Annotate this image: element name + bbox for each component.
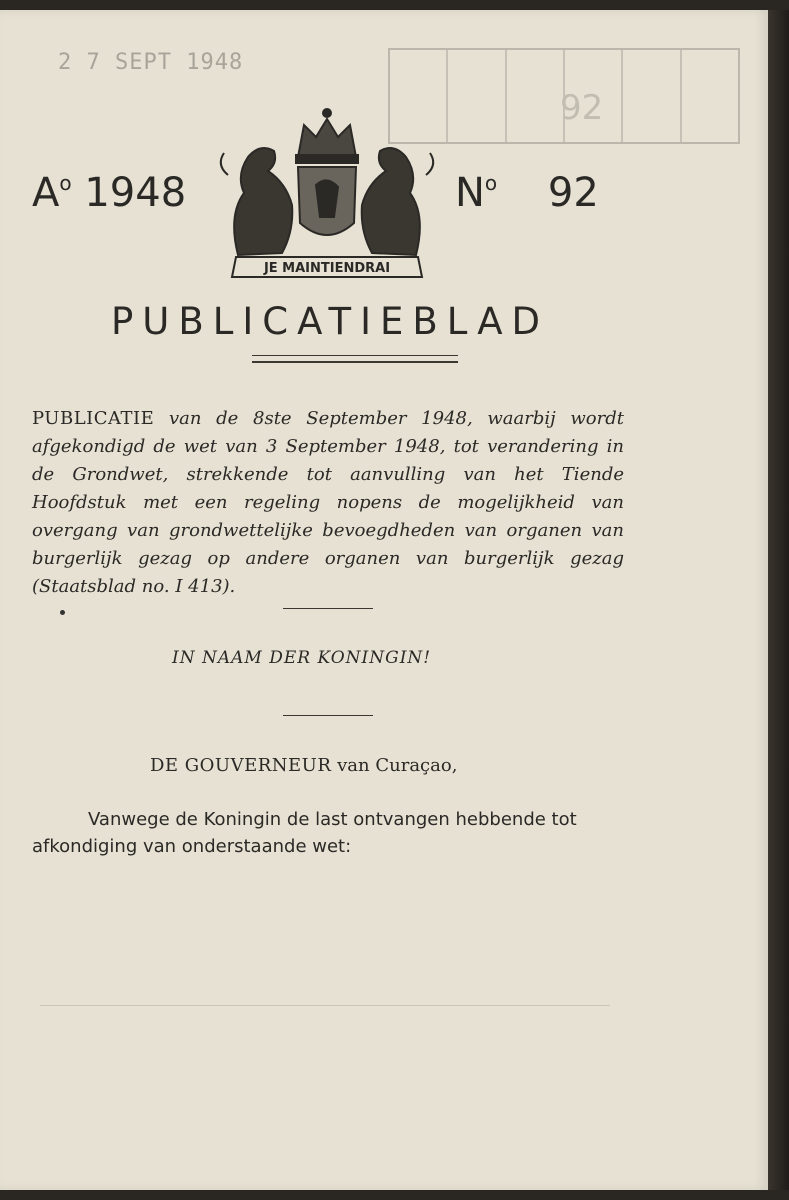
footer-rule (40, 1005, 610, 1006)
governor-rest: van Curaçao, (331, 755, 458, 776)
archive-stamp-number: 92 (560, 88, 604, 128)
coat-of-arms-icon (208, 105, 446, 280)
title-double-rule (252, 355, 458, 363)
document-page (0, 10, 768, 1190)
divider-rule-2 (283, 715, 373, 716)
received-date-stamp: 2 7 SEPT 1948 (58, 50, 244, 75)
publication-intro (32, 405, 624, 601)
year-label: $A^o$ 1948 (32, 170, 187, 216)
page-edge (768, 10, 789, 1190)
intro-text: van de 8ste September 1948, waarbij wordt afgekondigd de wet van 3 September 1948, tot verandering in de Grondwet, strekkende tot aanvulling van het Tiende Hoofdstuk met een regeling nopens de mogelijkheid van overgang van grondwettelijke bevoegdheden van organen van burgerlijk gezag op andere organen van burgerlijk gezag (Staatsblad no. I 413). (32, 408, 624, 597)
motto-text: JE MAINTIENDRAI (263, 261, 391, 276)
page-title: PUBLICATIEBLAD (110, 300, 550, 343)
invocation-text: IN NAAM DER KONINGIN! (172, 648, 432, 668)
ink-dot (60, 610, 65, 615)
intro-lead: PUBLICATIE (32, 408, 155, 429)
body-paragraph: Vanwege de Koningin de last ontvangen hebbende tot afkondiging van onderstaande wet: (32, 809, 577, 857)
governor-lead: DE GOUVERNEUR (150, 755, 332, 776)
number-label: $N^o$ 92 (455, 170, 599, 216)
governor-line (150, 755, 457, 776)
divider-rule-1 (283, 608, 373, 609)
